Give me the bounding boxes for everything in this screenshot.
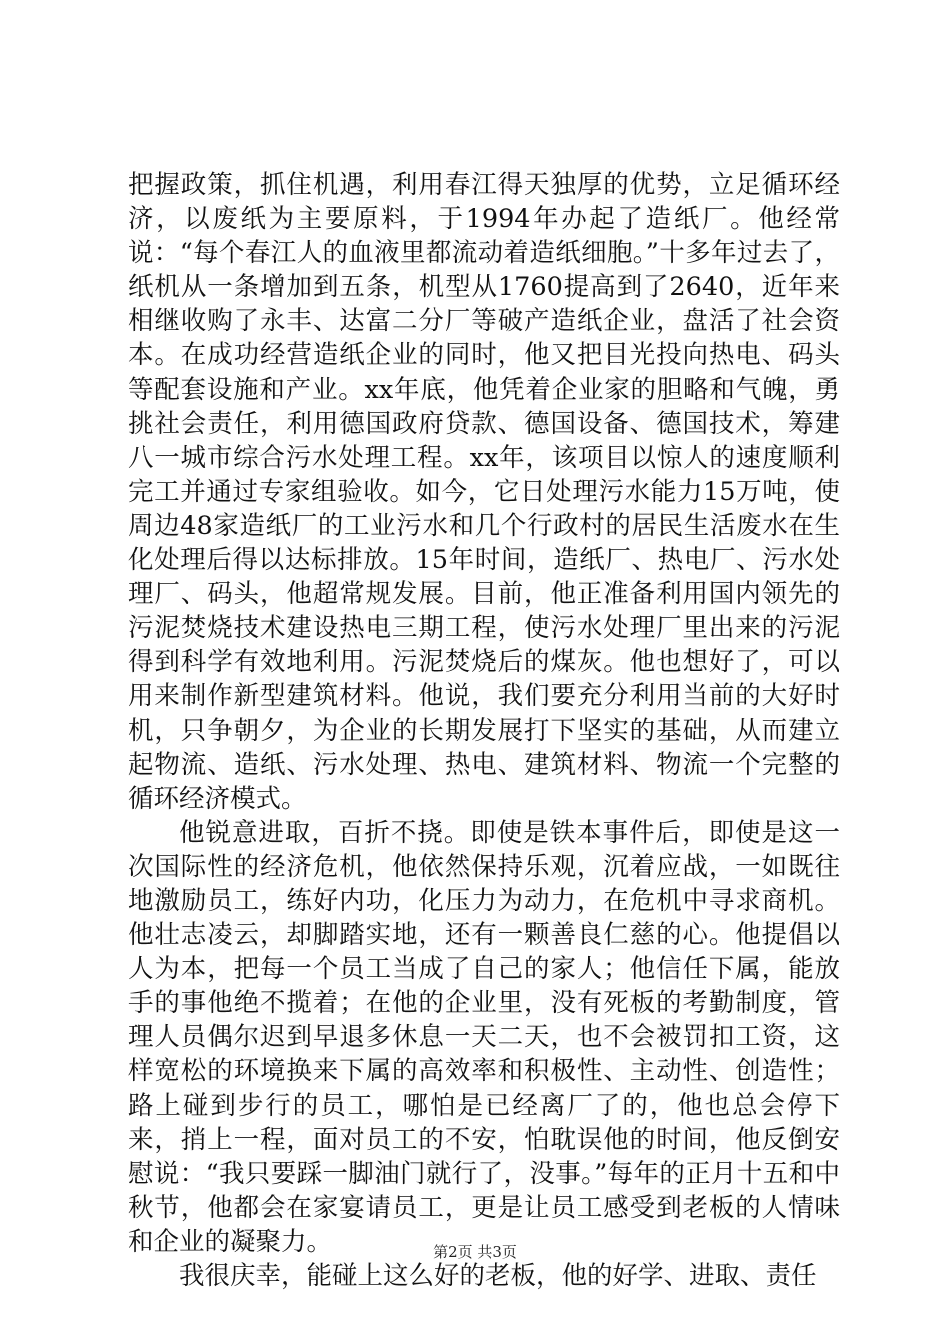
paragraph-2: 他锐意进取，百折不挠。即使是铁本事件后，即使是这一次国际性的经济危机，他依然保持乐观，沉着应战，一如既往地激励员工，练好内功，化压力为动力，在危机中寻求商机。他壮志凌云，却脚踏实地，还有一颗善良仁慈的心。他提倡以人为本，把每一个员工当成了自己的家人；他信任下属，能放手的事他绝不揽着；在他的企业里，没有死板的考勤制度，管理人员偶尔迟到早退多休息一天二天，也不会被罚扣工资，这样宽松的环境换来下属的高效率和积极性、主动性、创造性；路上碰到步行的员工，哪怕是已经离厂了的，他也总会停下来，捎上一程，面对员工的不安，怕耽误他的时间，他反倒安慰说：“我只要踩一脚油门就行了，没事。”每年的正月十五和中秋节，他都会在家宴请员工，更是让员工感受到老板的人情味和企业的凝聚力。 <box>128 817 840 1257</box>
paragraph-1: 把握政策，抓住机遇，利用春江得天独厚的优势，立足循环经济，以废纸为主要原料，于1994年办起了造纸厂。他经常说：“每个春江人的血液里都流动着造纸细胞。”十多年过去了，纸机从一条增加到五条，机型从1760提高到了2640，近年来相继收购了永丰、达富二分厂等破产造纸企业，盘活了社会资本。在成功经营造纸企业的同时，他又把目光投向热电、码头等配套设施和产业。xx年底，他凭着企业家的胆略和气魄，勇挑社会责任，利用德国政府贷款、德国设备、德国技术，筹建八一城市综合污水处理工程。xx年，该项目以惊人的速度顺利完工并通过专家组验收。如今，它日处理污水能力15万吨，使周边48家造纸厂的工业污水和几个行政村的居民生活废水在生化处理后得以达标排放。15年时间，造纸厂、热电厂、污水处理厂、码头，他超常规发展。目前，他正准备利用国内领先的污泥焚烧技术建设热电三期工程，使污水处理厂里出来的污泥得到科学有效地利用。污泥焚烧后的煤灰。他也想好了，可以用来制作新型建筑材料。他说，我们要充分利用当前的大好时机，只争朝夕，为企业的长期发展打下坚实的基础，从而建立起物流、造纸、污水处理、热电、建筑材料、物流一个完整的循环经济模式。 <box>128 170 840 814</box>
body-text <box>128 168 840 1293</box>
page-footer <box>0 1242 950 1262</box>
page-number: 第2页 共3页 <box>433 1243 517 1261</box>
paragraph-3: 我很庆幸，能碰上这么好的老板，他的好学、进取、责任 <box>179 1261 817 1291</box>
